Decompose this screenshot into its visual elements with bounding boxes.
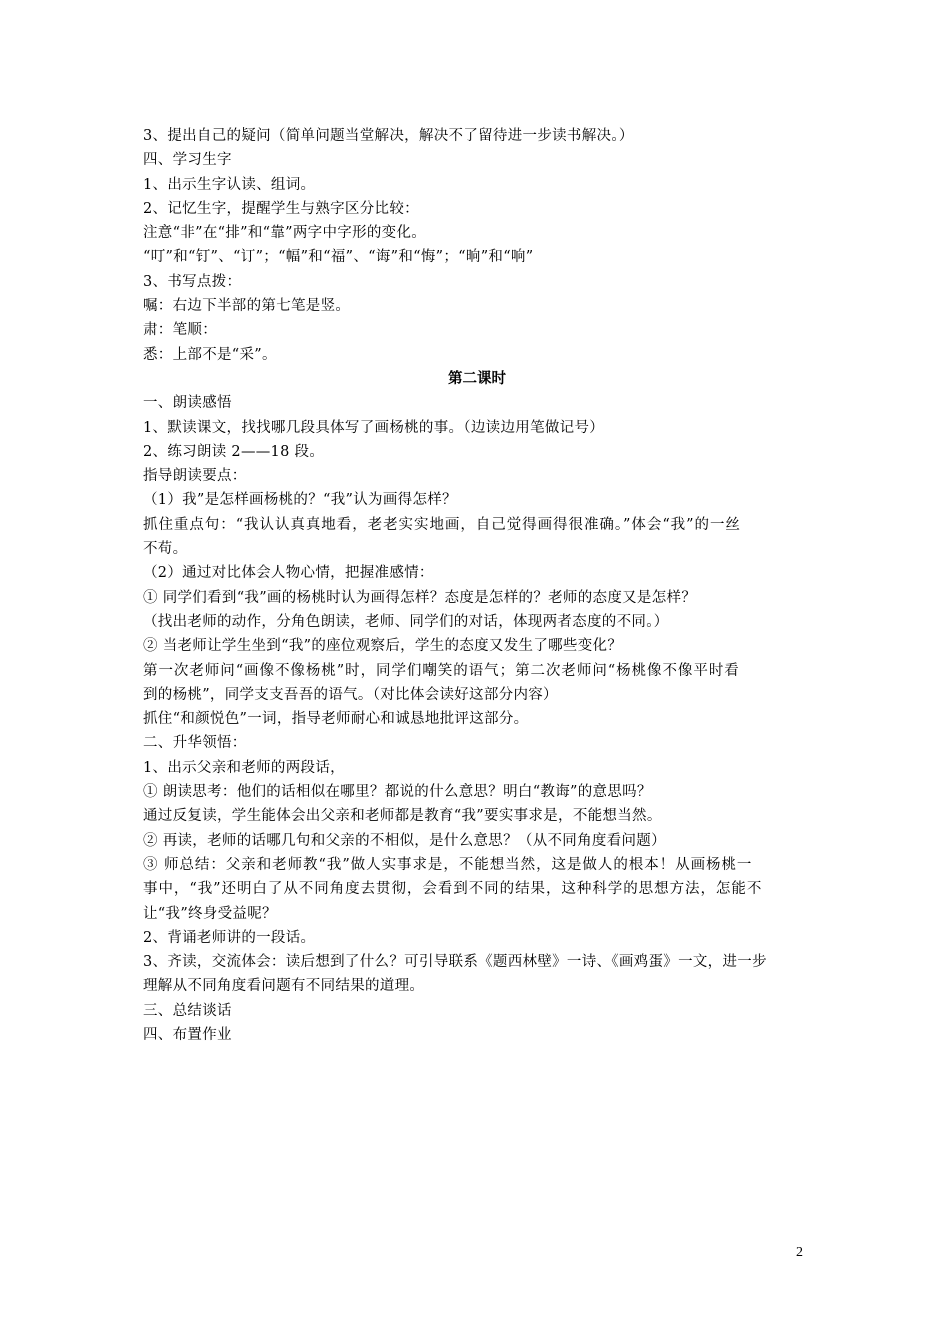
section-heading: 二、升华领悟： [143, 735, 247, 752]
text-line: 指导朗读要点： [143, 468, 247, 485]
text-line: 到的杨桃”，同学支支吾吾的语气。（对比体会读好这部分内容） [143, 686, 558, 703]
text-line: ② 再读，老师的话哪几句和父亲的不相似，是什么意思？（从不同角度看问题） [143, 832, 666, 849]
lesson-heading: 第二课时 [448, 370, 506, 387]
text-line: 理解从不同角度看问题有不同结果的道理。 [143, 978, 425, 995]
text-line: 2、练习朗读 2——18 段。 [143, 443, 325, 460]
text-line: 3、提出自己的疑问（简单问题当堂解决，解决不了留待进一步读书解决。） [143, 128, 634, 144]
text-line: 抓住重点句：“我认认真真地看，老老实实地画，自己觉得画得很准确。”体会“我”的一丝 [143, 516, 741, 533]
text-line: （2）通过对比体会人物心情，把握准感情： [143, 565, 434, 582]
page-number: 2 [796, 1245, 803, 1260]
text-line: ② 当老师让学生坐到“我”的座位观察后，学生的态度又发生了哪些变化？ [143, 638, 623, 655]
section-heading: 四、学习生字 [143, 152, 232, 169]
section-heading: 四、布置作业 [143, 1026, 232, 1043]
text-line: 1、出示父亲和老师的两段话， [143, 759, 345, 776]
text-line: （找出老师的动作，分角色朗读，老师、同学们的对话，体现两者态度的不同。） [143, 613, 669, 630]
text-line: ③ 师总结：父亲和老师教“我”做人实事求是，不能想当然，这是做人的根本！从画杨桃一 [143, 856, 753, 873]
text-line: 悉：上部不是“采”。 [143, 346, 277, 363]
text-line: 抓住“和颜悦色”一词，指导老师耐心和诚恳地批评这部分。 [143, 711, 529, 728]
text-line: 2、记忆生字，提醒学生与熟字区分比较： [143, 200, 419, 217]
text-line: 通过反复读，学生能体会出父亲和老师都是教育“我”要实事求是，不能想当然。 [143, 808, 662, 825]
text-line: 1、出示生字认读、组词。 [143, 176, 316, 193]
section-heading: 三、总结谈话 [143, 1002, 232, 1019]
text-line: 第一次老师问“画像不像杨桃”时，同学们嘲笑的语气；第二次老师问“杨桃像不像平时看 [143, 662, 740, 679]
text-line: 3、书写点拨： [143, 273, 242, 290]
text-line: 不苟。 [143, 541, 188, 558]
text-line: 让“我”终身受益呢？ [143, 905, 277, 922]
text-line: 3、齐读，交流体会：读后想到了什么？可引导联系《题西林壁》一诗、《画鸡蛋》一文，进一步 [143, 954, 767, 971]
section-heading: 一、朗读感悟 [143, 395, 232, 412]
text-line: 2、背诵老师讲的一段话。 [143, 929, 316, 946]
text-line: 注意“非”在“排”和“靠”两字中字形的变化。 [143, 225, 427, 242]
text-line: ① 同学们看到“我”画的杨桃时认为画得怎样？态度是怎样的？老师的态度又是怎样？ [143, 589, 697, 606]
text-line: ① 朗读思考：他们的话相似在哪里？都说的什么意思？明白“教诲”的意思吗？ [143, 784, 652, 801]
text-line: 事中，“我”还明白了从不同角度去贯彻，会看到不同的结果，这种科学的思想方法，怎能不 [143, 881, 763, 898]
text-line: 肃：笔顺： [143, 322, 217, 339]
text-line: “叮”和“钉”、“订”；“幅”和“福”、“诲”和“悔”；“晌”和“响” [143, 249, 534, 266]
text-line: （1）我”是怎样画杨桃的？“我”认为画得怎样？ [143, 492, 457, 509]
text-line: 1、默读课文，找找哪几段具体写了画杨桃的事。（边读边用笔做记号） [143, 419, 605, 436]
page-content [143, 124, 811, 1047]
text-line: 嘱：右边下半部的第七笔是竖。 [143, 298, 351, 315]
